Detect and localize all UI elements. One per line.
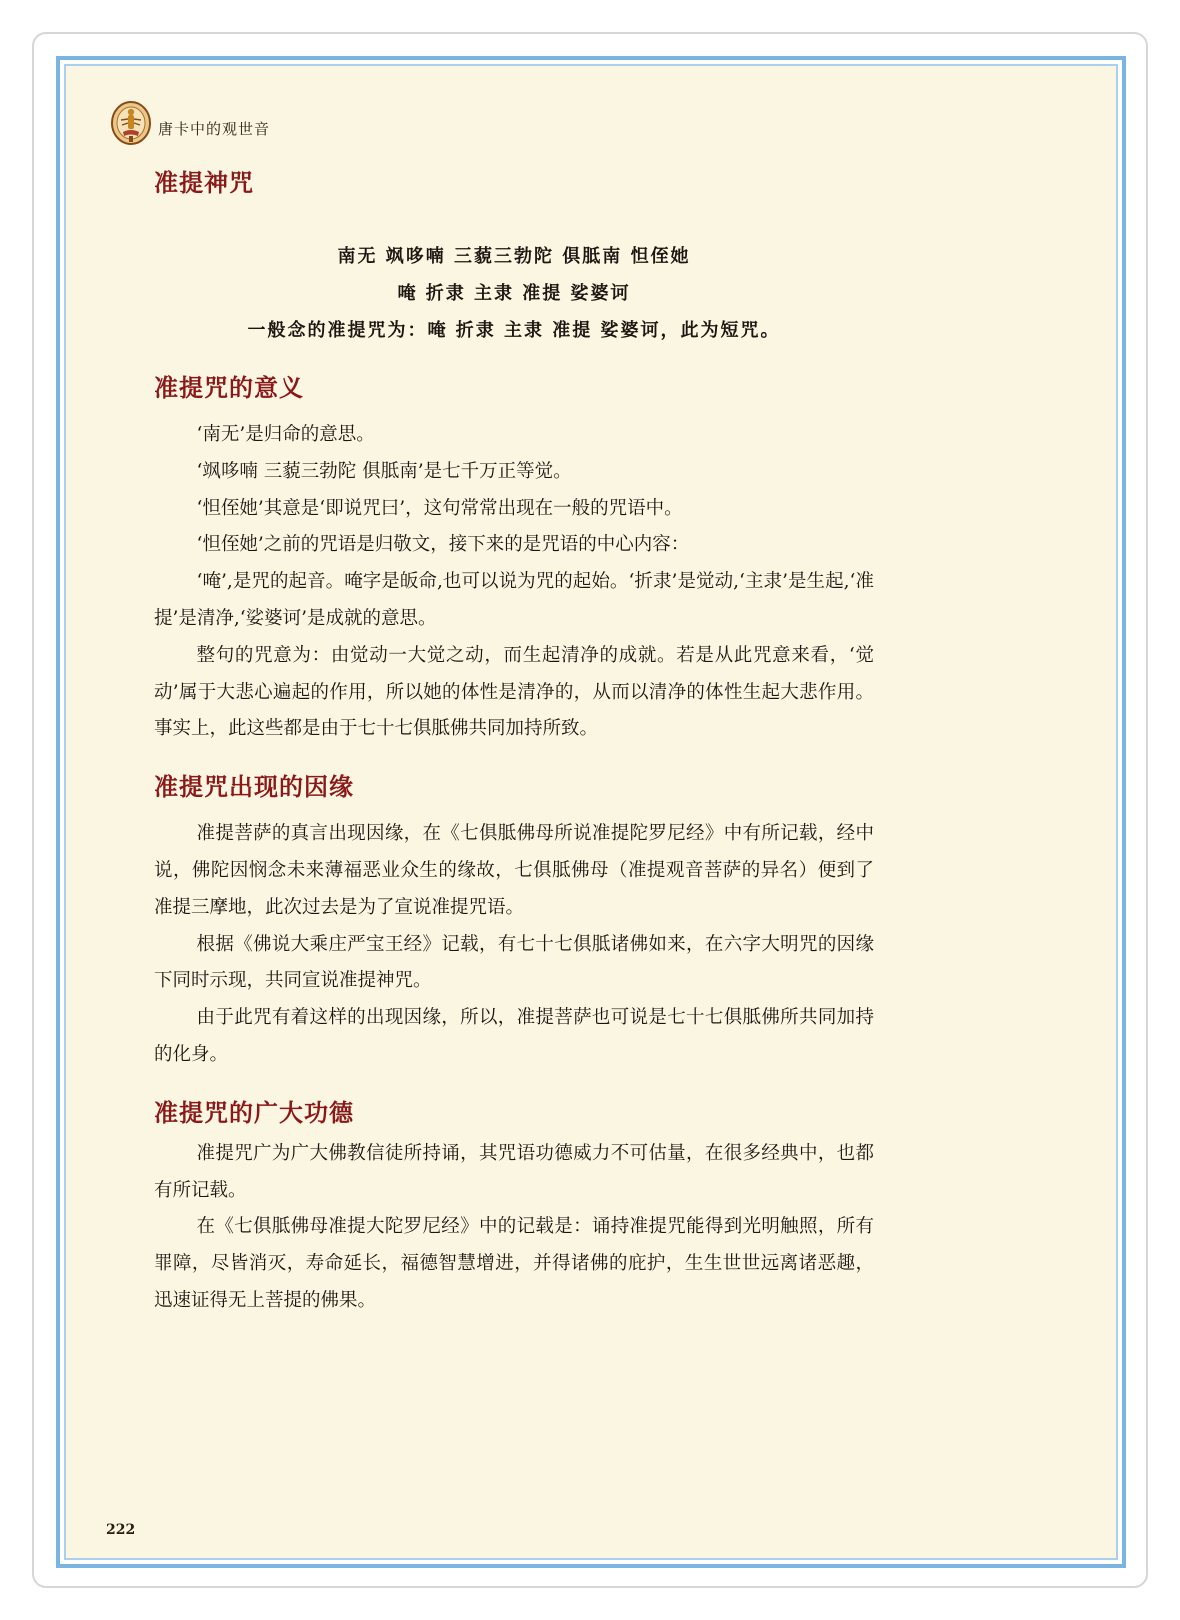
origin-section: [154, 816, 874, 1074]
merit-section: [154, 1136, 874, 1320]
mantra-block: [154, 238, 874, 349]
mantra-line-1: 南无 飒哆喃 三藐三勃陀 俱胝南 怛侄她: [337, 246, 691, 267]
paragraph: ‘唵’,是咒的起音。唵字是皈命,也可以说为咒的起始。‘折隶’是觉动,‘主隶’是生起,‘准提’是清净,‘娑婆诃’是成就的意思。: [154, 571, 874, 629]
running-header: [110, 100, 270, 146]
page-number: 222: [106, 1522, 136, 1538]
section-heading-merit: 准提咒的广大功德: [154, 1098, 354, 1127]
paragraph: 准提咒广为广大佛教信徒所持诵，其咒语功德威力不可估量，在很多经典中，也都有所记载。: [154, 1142, 874, 1201]
paragraph: ‘南无’是归命的意思。: [196, 424, 375, 445]
section-heading-meaning: 准提咒的意义: [154, 374, 304, 402]
page: [64, 64, 1118, 1560]
paragraph: ‘怛侄她’其意是‘即说咒曰’，这句常常出现在一般的咒语中。: [196, 497, 683, 519]
page-frame: [56, 56, 1126, 1568]
page-content: [154, 166, 874, 1320]
paragraph: 由于此咒有着这样的出现因缘，所以，准提菩萨也可说是七十七俱胝佛所共同加持的化身。: [154, 1007, 874, 1065]
paragraph: ‘飒哆喃 三藐三勃陀 俱胝南’是七千万正等觉。: [196, 460, 572, 482]
running-header-title: 唐卡中的观世音: [158, 119, 271, 138]
paragraph: 根据《佛说大乘庄严宝王经》记载，有七十七俱胝诸佛如来，在六字大明咒的因缘下同时示现，共同宣说准提神咒。: [154, 933, 874, 992]
buddha-emblem-icon: [110, 100, 152, 146]
paragraph: ‘怛侄她’之前的咒语是归敬文，接下来的是咒语的中心内容：: [196, 534, 690, 556]
mantra-line-2: 唵 折隶 主隶 准提 娑婆诃: [397, 283, 631, 304]
paragraph: 准提菩萨的真言出现因缘，在《七俱胝佛母所说准提陀罗尼经》中有所记载，经中说，佛陀因悯念未来薄福恶业众生的缘故，七俱胝佛母（准提观音菩萨的异名）便到了准提三摩地，此次过去是为了宣说准提咒语。: [154, 823, 874, 918]
mantra-line-3: 一般念的准提咒为：唵 折隶 主隶 准提 娑婆诃，此为短咒。: [247, 320, 781, 341]
paragraph: 在《七俱胝佛母准提大陀罗尼经》中的记载是：诵持准提咒能得到光明触照，所有罪障，尽皆消灭，寿命延长，福德智慧增进，并得诸佛的庇护，生生世世远离诸恶趣，迅速证得无上菩提的佛果。: [154, 1216, 874, 1311]
meaning-section: [154, 417, 874, 748]
paragraph: 整句的咒意为：由觉动一大觉之动，而生起清净的成就。若是从此咒意来看，‘觉动’属于大悲心遍起的作用，所以她的体性是清净的，从而以清净的体性生起大悲作用。事实上，此这些都是由于七十七俱胝佛共同加持所致。: [154, 644, 874, 740]
section-heading-mantra: 准提神咒: [154, 169, 254, 197]
section-heading-origin: 准提咒出现的因缘: [154, 773, 354, 802]
